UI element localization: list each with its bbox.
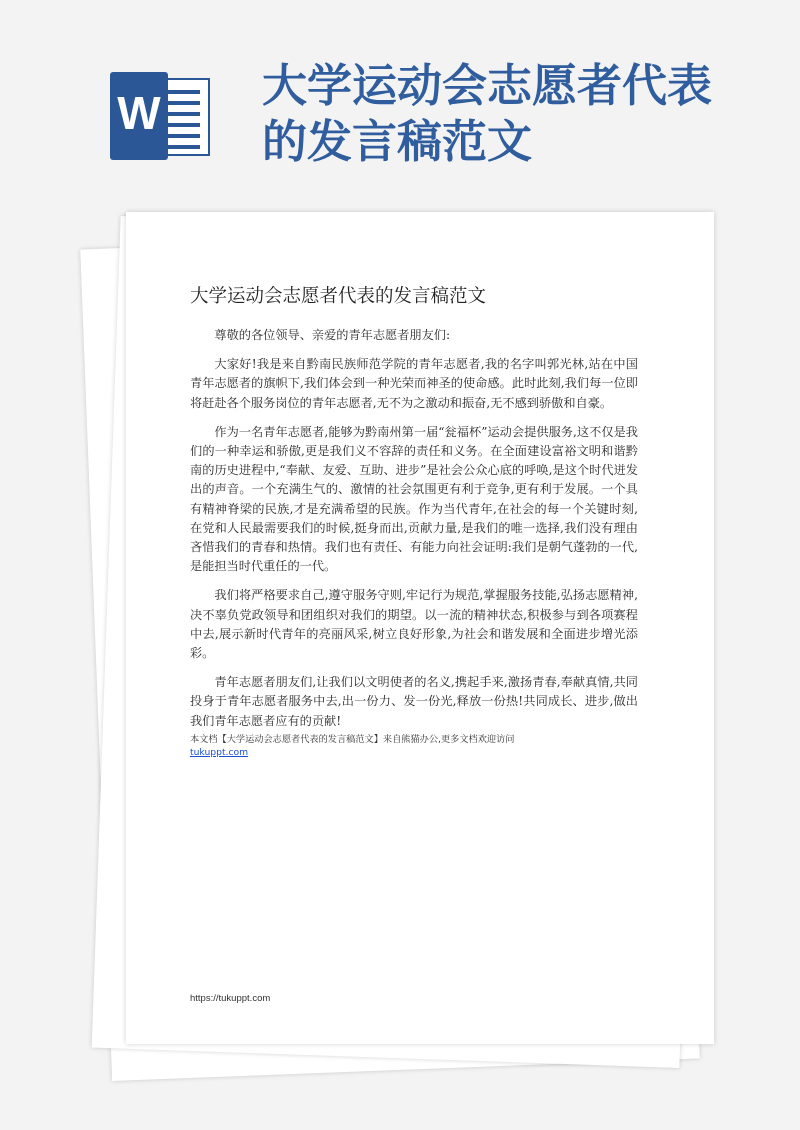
source-note-text: 本文档【大学运动会志愿者代表的发言稿范文】来自熊猫办公,更多文档欢迎访问: [190, 734, 515, 745]
document-title: 大学运动会志愿者代表的发言稿范文: [190, 286, 487, 307]
word-badge-letter: W: [117, 87, 161, 139]
source-link[interactable]: tukuppt.com: [190, 747, 249, 758]
page-footer-url[interactable]: https://tukuppt.com: [190, 993, 271, 1004]
word-w-badge: [110, 72, 168, 160]
banner-title: 大学运动会志愿者代表的发言稿范文: [262, 59, 713, 168]
source-note: [190, 733, 650, 759]
body-paragraph: 大家好!我是来自黔南民族师范学院的青年志愿者,我的名字叫郭光林,站在中国青年志愿者的旗帜下,我们体会到一种光荣而神圣的使命感。此时此刻,我们每一位即将赶赴各个服务岗位的青年志愿者,无不为之激动和振奋,无不感到骄傲和自豪。: [190, 357, 638, 410]
body-paragraph: 青年志愿者朋友们,让我们以文明使者的名义,携起手来,激扬青春,奉献真情,共同投身于青年志愿者服务中去,出一份力、发一份光,释放一份热!共同成长、进步,做出我们青年志愿者应有的贡献!: [190, 675, 638, 728]
document-page: [126, 212, 714, 1044]
body-paragraph: 我们将严格要求自己,遵守服务守则,牢记行为规范,掌握服务技能,弘扬志愿精神,决不辜负党政领导和团组织对我们的期望。以一流的精神状态,积极参与到各项赛程中去,展示新时代青年的亮丽风采,树立良好形象,为社会和谐发展和全面进步增光添彩。: [190, 588, 638, 661]
salutation-paragraph: 尊敬的各位领导、亲爱的青年志愿者朋友们:: [214, 328, 451, 342]
body-paragraph: 作为一名青年志愿者,能够为黔南州第一届“瓮福杯”运动会提供服务,这不仅是我们的一种幸运和骄傲,更是我们义不容辞的责任和义务。在全面建设富裕文明和谐黔南的历史进程中,“奉献、友爱、互助、进步”是社会公众心底的呼唤,是这个时代迸发出的声音。一个充满生气的、激情的社会氛围更有利于竞争,更有利于发展。一个具有精神脊梁的民族,才是充满希望的民族。作为当代青年,在社会的每一个关键时刻,在党和人民最需要我们的时候,挺身而出,贡献力量,是我们的唯一选择,我们没有理由吝惜我们的青春和热情。我们也有责任、有能力向社会证明:我们是朝气蓬勃的一代,是能担当时代重任的一代。: [190, 424, 638, 574]
document-body: [190, 326, 638, 741]
word-document-icon: [110, 72, 212, 160]
